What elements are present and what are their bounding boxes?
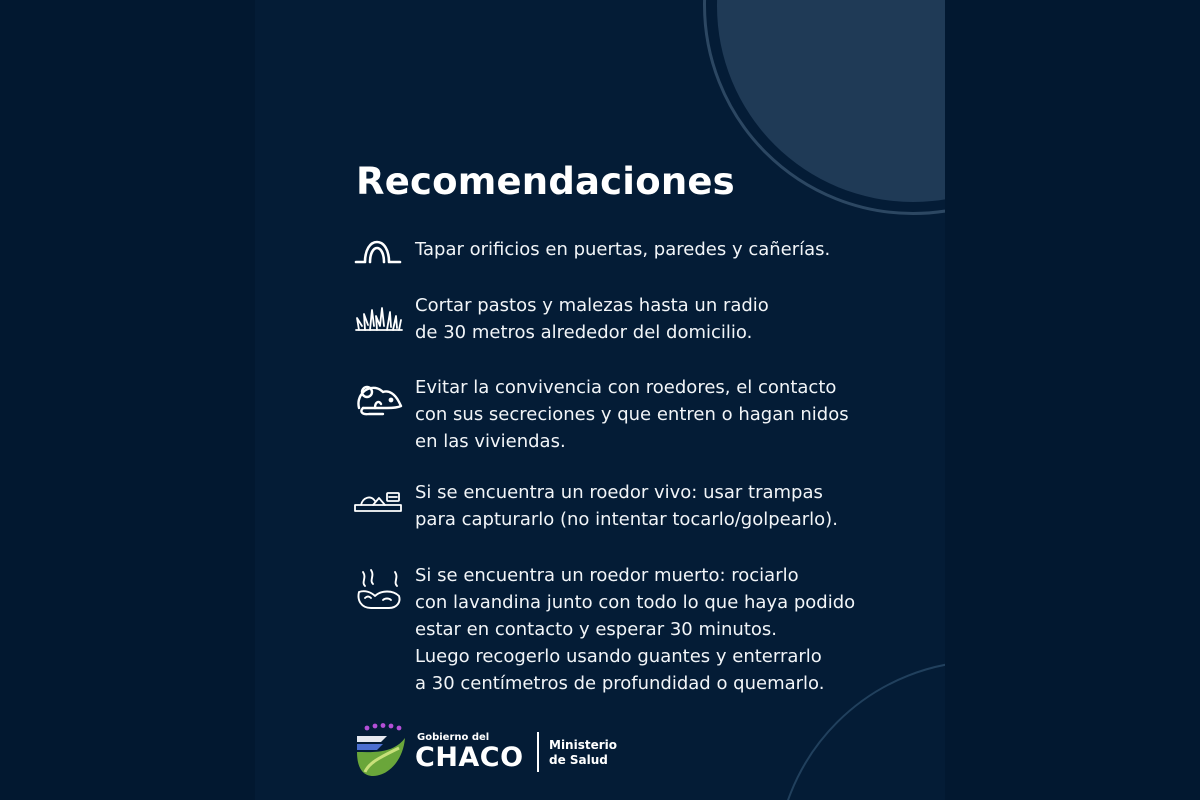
grass-icon — [353, 298, 405, 338]
decorative-circle — [717, 0, 945, 202]
logo-divider — [537, 732, 539, 772]
recommendation-text: Tapar orificios en puertas, paredes y cañerías. — [415, 239, 831, 260]
recommendation-text: Si se encuentra un roedor muerto: rociarlo con lavandina junto con todo lo que haya podido estar en contacto y esperar 30 minutos. Luego recogerlo usando guantes y enterrarlo a 30 centímetros de profundidad o quemarlo. — [415, 565, 856, 694]
poster — [255, 0, 945, 800]
left-margin — [0, 0, 255, 800]
page-title: Recomendaciones — [356, 160, 735, 203]
government-logo — [353, 722, 653, 784]
logo-line1: Gobierno del — [417, 732, 490, 743]
ministry-line1: Ministerio — [549, 738, 618, 752]
recommendation-text: Evitar la convivencia con roedores, el contacto con sus secreciones y que entren o hagan nidos en las viviendas. — [415, 377, 849, 452]
recommendation-text: Si se encuentra un roedor vivo: usar trampas para capturarlo (no intentar tocarlo/golpearlo). — [415, 482, 838, 530]
logo-chaco: CHACO — [415, 742, 524, 773]
dead-rodent-icon — [353, 566, 405, 616]
chaco-emblem-icon — [353, 722, 409, 782]
ministry-line2: de Salud — [549, 753, 608, 767]
hole-icon — [353, 236, 405, 276]
rodent-icon — [353, 378, 405, 418]
recommendation-text: Cortar pastos y malezas hasta un radio de 30 metros alrededor del domicilio. — [415, 295, 769, 343]
trap-icon — [353, 483, 405, 523]
right-margin — [945, 0, 1200, 800]
